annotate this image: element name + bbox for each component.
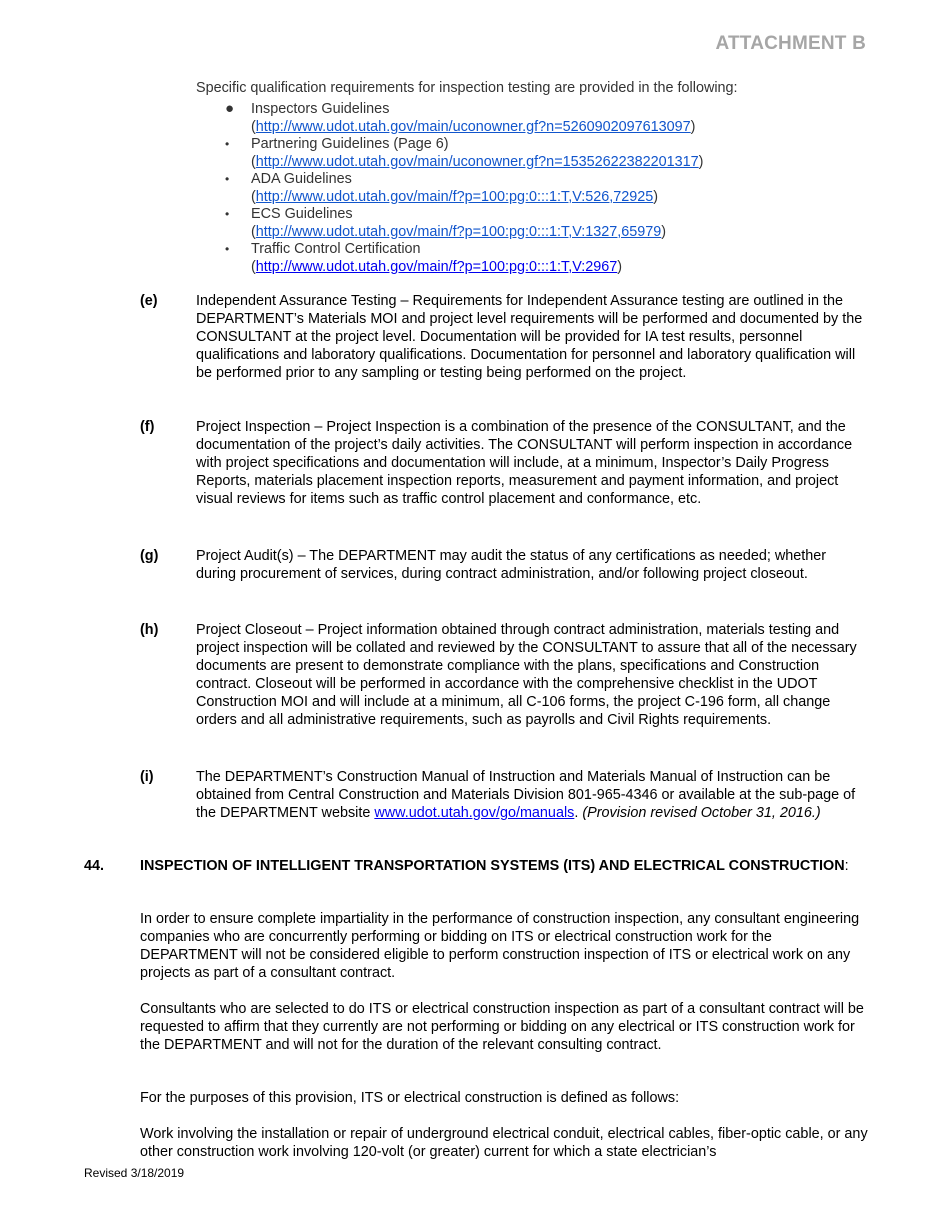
section-title-colon: : xyxy=(844,858,849,874)
section-number: 44. xyxy=(84,858,105,874)
paragraph-f xyxy=(140,418,868,508)
guidelines-intro: Specific qualification requirements for inspection testing are provided in the following: xyxy=(196,80,738,96)
bullet-icon: • xyxy=(225,242,230,256)
bullet-icon: • xyxy=(225,172,230,186)
bullet-icon: • xyxy=(225,137,230,151)
paragraph-g xyxy=(140,547,868,583)
list-item: • Traffic Control Certification (http://www.udot.utah.gov/main/f?p=100:pg:0:::1:T,V:2967) xyxy=(225,241,623,275)
list-item: • Partnering Guidelines (Page 6) (http://www.udot.utah.gov/main/uconowner.gf?n=15352622382201317) xyxy=(225,136,704,170)
guideline-title: Partnering Guidelines (Page 6) xyxy=(251,136,449,152)
guideline-title: Inspectors Guidelines xyxy=(251,101,390,117)
revision-footer: Revised 3/18/2019 xyxy=(84,1166,185,1180)
guideline-link[interactable]: http://www.udot.utah.gov/main/f?p=100:pg:0:::1:T,V:526,72925 xyxy=(255,188,654,205)
guideline-link[interactable]: http://www.udot.utah.gov/main/f?p=100:pg:0:::1:T,V:1327,65979 xyxy=(255,223,662,240)
section-44-paragraph-2: Consultants who are selected to do ITS or electrical construction inspection as part of a consultant contract will be requested to affirm that they currently are not performing or bidding on any electrical or ITS construction work for the DEPARTMENT and will not for the duration of the relevant consulting contract. xyxy=(140,1001,864,1053)
section-44-heading xyxy=(84,857,868,875)
section-44-paragraph-4: Work involving the installation or repair of underground electrical conduit, electrical cables, fiber-optic cable, or any other construction work involving 120-volt (or greater) current for which a state electrician’s xyxy=(140,1126,868,1160)
paragraph-text: Project Inspection – Project Inspection is a combination of the presence of the CONSULTANT, and the documentation of the project’s daily activities. The CONSULTANT will perform inspection in accordance with project specifications and documentation will include, at a minimum, Inspector’s Daily Progress Reports, materials placement inspection reports, measurement and payment information, and project visual reviews for items such as traffic control placement and conformance, etc. xyxy=(196,419,853,507)
paragraph-h xyxy=(140,621,868,729)
attachment-label: ATTACHMENT B xyxy=(715,33,866,54)
paragraph-text: Independent Assurance Testing – Requirements for Independent Assurance testing are outlined in the DEPARTMENT’s Materials MOI and project level requirements will be performed and documented by the CONSULTANT at the project level. Documentation will be provided for IA test results, personnel qualifications and laboratory qualifications. Documentation for personnel and laboratory qualification will be performed prior to any sampling or testing being performed on the project. xyxy=(196,293,863,381)
guideline-title: Traffic Control Certification xyxy=(251,241,421,257)
manuals-link[interactable]: www.udot.utah.gov/go/manuals xyxy=(374,805,575,821)
paragraph-label: (i) xyxy=(140,769,154,785)
paragraph-i xyxy=(140,768,868,822)
section-title xyxy=(140,857,868,875)
paragraph-text xyxy=(196,768,868,822)
guideline-link[interactable]: http://www.udot.utah.gov/main/uconowner.gf?n=15352622382201317 xyxy=(255,153,699,170)
list-item: • ADA Guidelines (http://www.udot.utah.gov/main/f?p=100:pg:0:::1:T,V:526,72925) xyxy=(225,171,659,205)
paragraph-label: (h) xyxy=(140,622,159,638)
paragraph-label: (e) xyxy=(140,293,158,309)
link-suffix: . xyxy=(574,805,583,821)
paragraph-text: Project Audit(s) – The DEPARTMENT may audit the status of any certifications as needed; whether during procurement of services, during contract administration, and/or following project closeout. xyxy=(196,548,827,582)
list-item: ● Inspectors Guidelines (http://www.udot.utah.gov/main/uconowner.gf?n=5260902097613097) xyxy=(225,100,696,135)
section-44-paragraph-1: In order to ensure complete impartiality in the performance of construction inspection, any consultant engineering companies who are concurrently performing or bidding on ITS or electrical construction work for the DEPARTMENT will not be considered eligible to perform construction inspection of ITS or electrical work on any projects as part of a consultant contract. xyxy=(140,911,860,981)
bullet-icon: ● xyxy=(225,100,235,117)
paragraph-label: (g) xyxy=(140,548,159,564)
paragraph-e xyxy=(140,292,868,382)
guideline-link[interactable]: http://www.udot.utah.gov/main/uconowner.gf?n=5260902097613097 xyxy=(255,118,691,135)
revision-note: (Provision revised October 31, 2016.) xyxy=(582,805,821,821)
bullet-icon: • xyxy=(225,207,230,221)
section-44-paragraph-3: For the purposes of this provision, ITS or electrical construction is defined as follows: xyxy=(140,1090,680,1106)
paragraph-label: (f) xyxy=(140,419,155,435)
guideline-title: ECS Guidelines xyxy=(251,206,353,222)
guidelines-list xyxy=(196,101,886,276)
guideline-title: ADA Guidelines xyxy=(251,171,352,187)
section-title-text: INSPECTION OF INTELLIGENT TRANSPORTATION SYSTEMS (ITS) AND ELECTRICAL CONSTRUCTION xyxy=(140,858,845,874)
paragraph-body: The DEPARTMENT’s Construction Manual of Instruction and Materials Manual of Instruction can be obtained from Central Construction and Materials Division 801-965-4346 or available at the sub-page of the DEPARTMENT website xyxy=(196,769,856,821)
list-item: • ECS Guidelines (http://www.udot.utah.gov/main/f?p=100:pg:0:::1:T,V:1327,65979) xyxy=(225,206,667,240)
guideline-link[interactable]: http://www.udot.utah.gov/main/f?p=100:pg:0:::1:T,V:2967 xyxy=(255,258,618,275)
paragraph-text: Project Closeout – Project information obtained through contract administration, materials testing and project inspection will be collated and reviewed by the CONSULTANT to assure that all of the necessary documents are present to demonstrate compliance with the plans, specifications and Construction contract. Closeout will be performed in accordance with the comprehensive checklist in the UDOT Construction MOI and will include at a minimum, all C-106 forms, the project C-196 form, all change orders and all administrative requirements, such as payrolls and Civil Rights requirements. xyxy=(196,622,857,728)
